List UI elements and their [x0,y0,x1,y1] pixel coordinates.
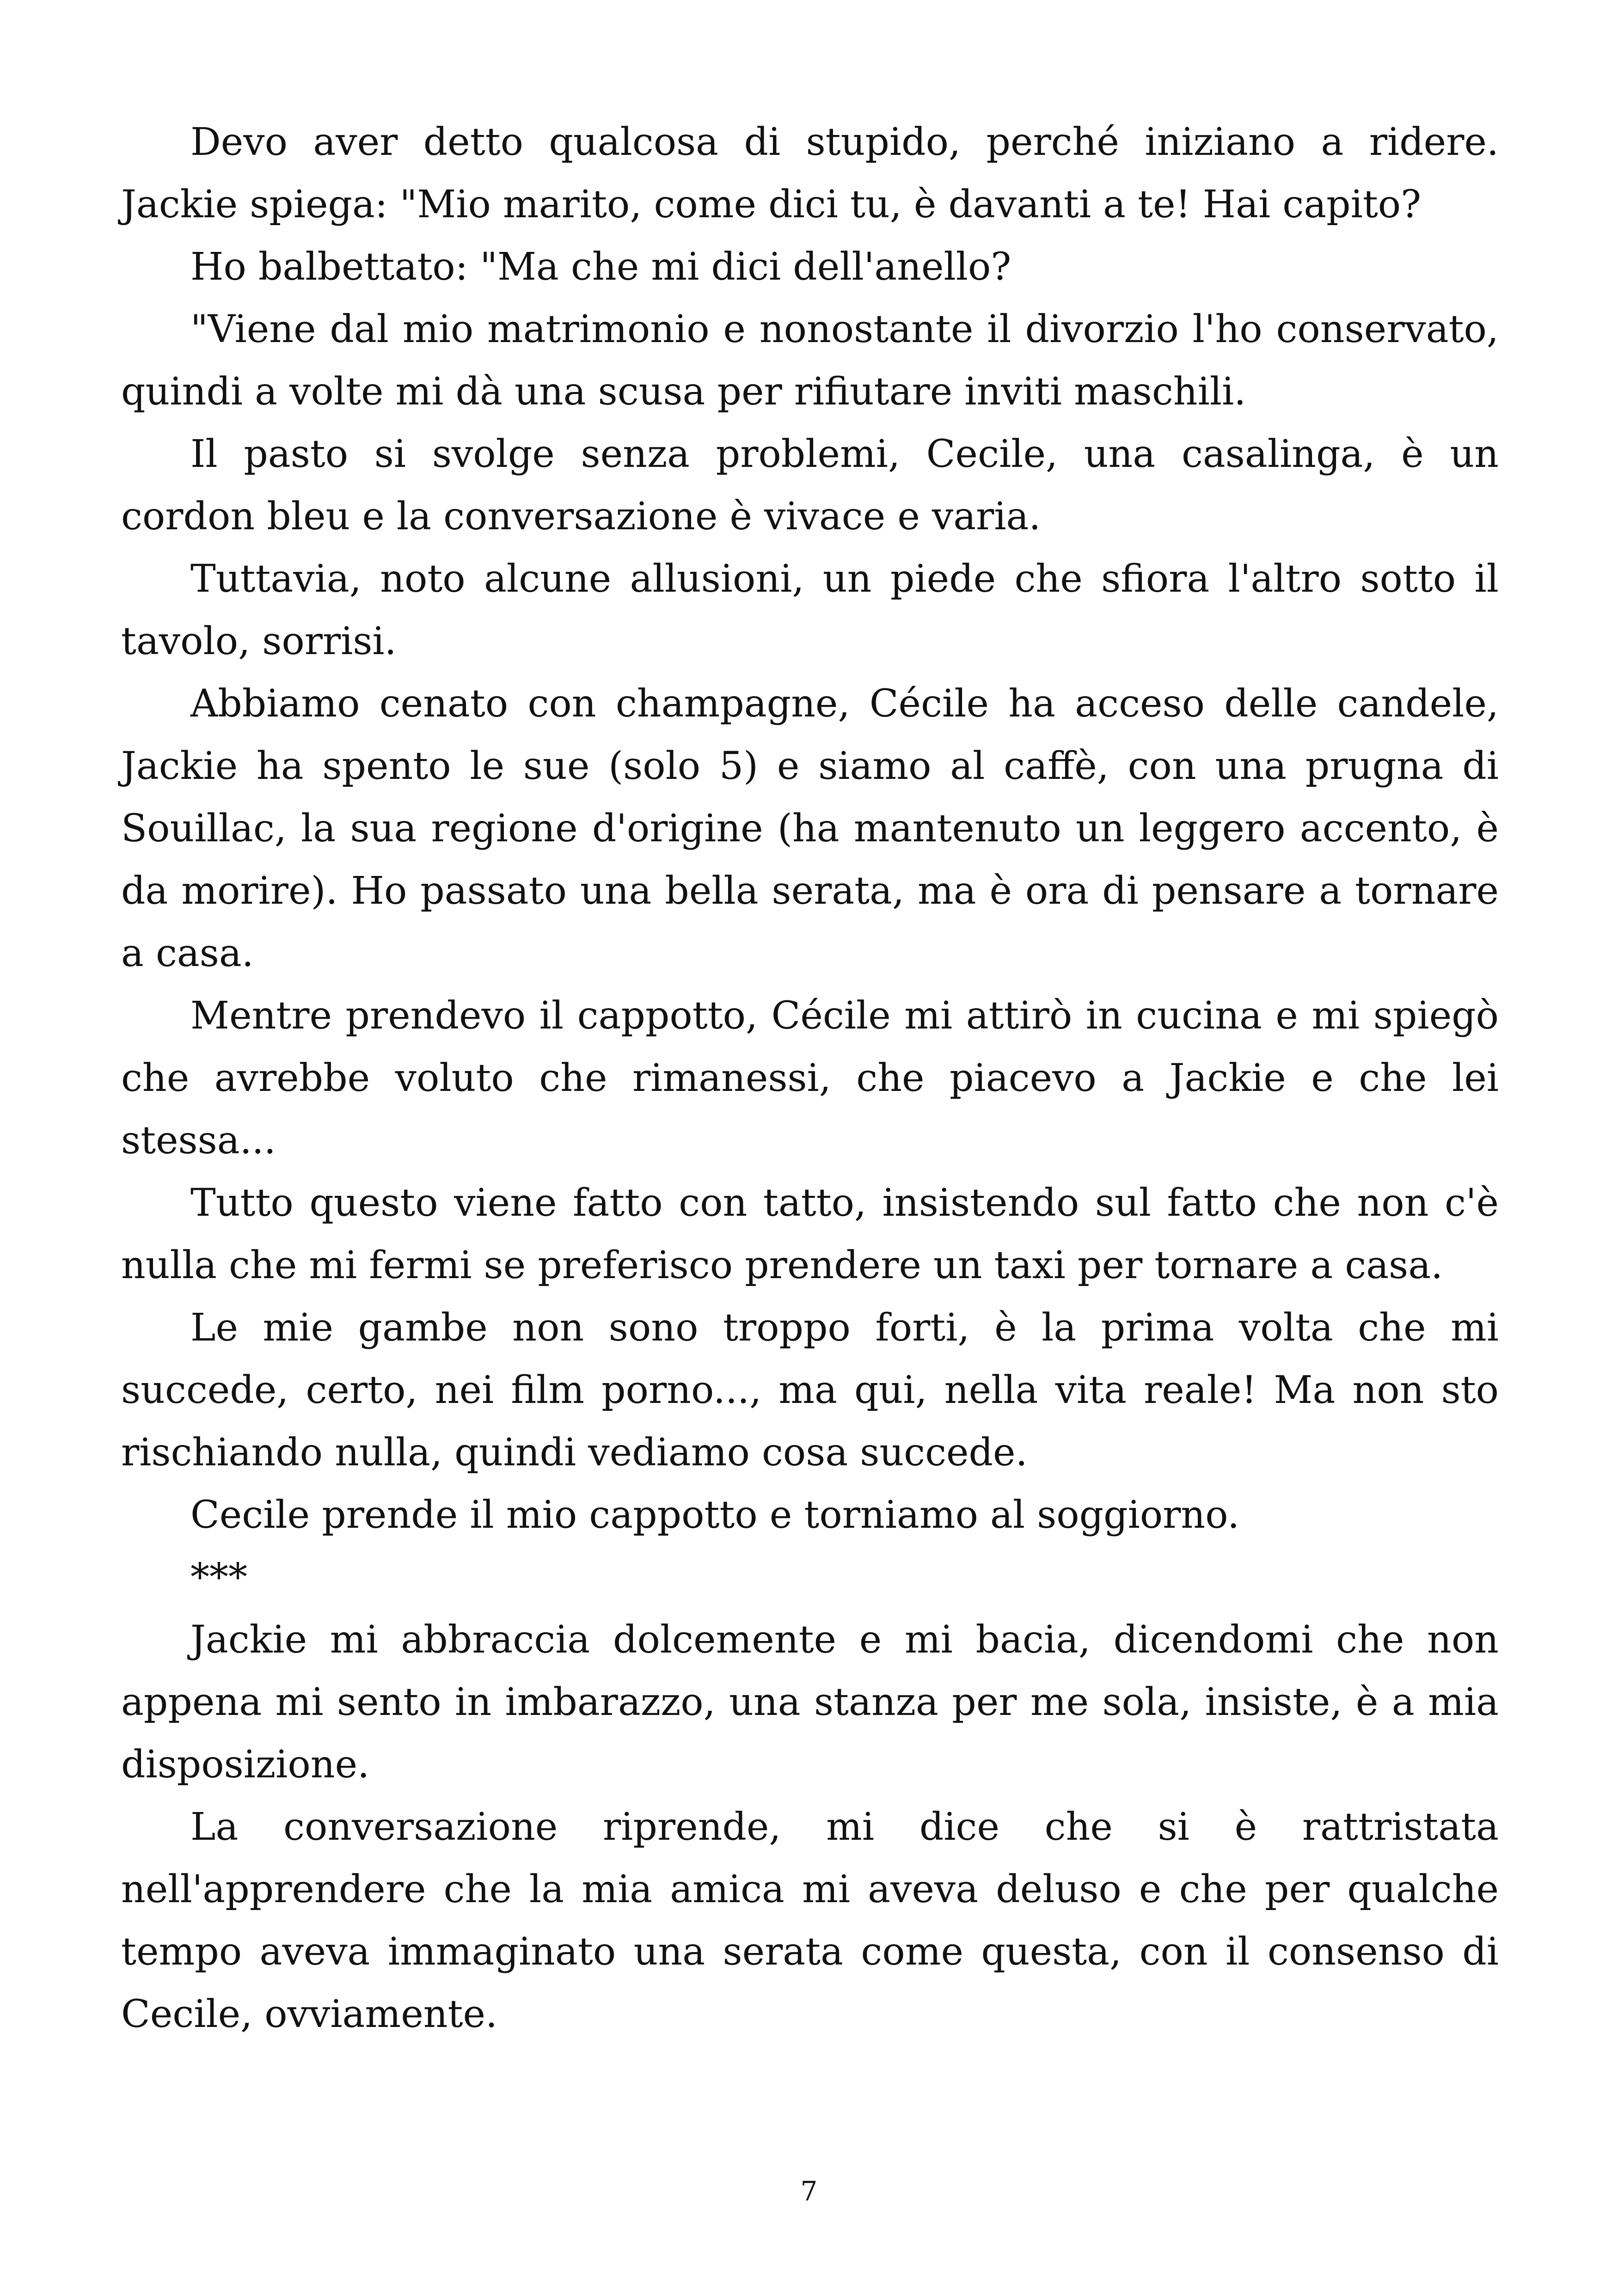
paragraph: Mentre prendevo il cappotto, Cécile mi attirò in cucina e mi spiegò che avrebbe voluto che rimanessi, che piacevo a Jackie e che lei stessa... [121,994,1499,1163]
paragraph: "Viene dal mio matrimonio e nonostante il divorzio l'ho conservato, quindi a volte mi dà una scusa per rifiutare inviti maschili. [121,307,1499,414]
paragraph: La conversazione riprende, mi dice che si è rattristata nell'apprendere che la mia amica mi aveva deluso e che per qualche tempo aveva immaginato una serata come questa, con il consenso di Cecile, ovviamente. [121,1805,1499,2036]
paragraph: Il pasto si svolge senza problemi, Cecile, una casalinga, è un cordon bleu e la conversazione è vivace e varia. [121,432,1499,539]
paragraph: Cecile prende il mio cappotto e torniamo al soggiorno. [190,1493,1240,1537]
paragraph: Abbiamo cenato con champagne, Cécile ha acceso delle candele, Jackie ha spento le sue (solo 5) e siamo al caffè, con una prugna di Souillac, la sua regione d'origine (ha mantenuto un leggero accento, è da morire). Ho passato una bella serata, ma è ora di pensare a tornare a casa. [121,682,1499,975]
scene-separator: *** [190,1555,247,1599]
paragraph: Tutto questo viene fatto con tatto, insistendo sul fatto che non c'è nulla che mi fermi se preferisco prendere un taxi per tornare a casa. [121,1181,1499,1287]
paragraph: Tuttavia, noto alcune allusioni, un piede che sfiora l'altro sotto il tavolo, sorrisi. [121,557,1499,663]
paragraph: Le mie gambe non sono troppo forti, è la prima volta che mi succede, certo, nei film porno..., ma qui, nella vita reale! Ma non sto rischiando nulla, quindi vediamo cosa succede. [121,1306,1499,1475]
paragraph: Jackie mi abbraccia dolcemente e mi bacia, dicendomi che non appena mi sento in imbarazzo, una stanza per me sola, insiste, è a mia disposizione. [121,1618,1499,1787]
page-body [121,111,1499,2045]
paragraph: Ho balbettato: "Ma che mi dici dell'anello? [190,245,1011,289]
page-number: 7 [800,2175,818,2207]
paragraph: Devo aver detto qualcosa di stupido, perché iniziano a ridere. Jackie spiega: "Mio marito, come dici tu, è davanti a te! Hai capito? [121,120,1499,227]
